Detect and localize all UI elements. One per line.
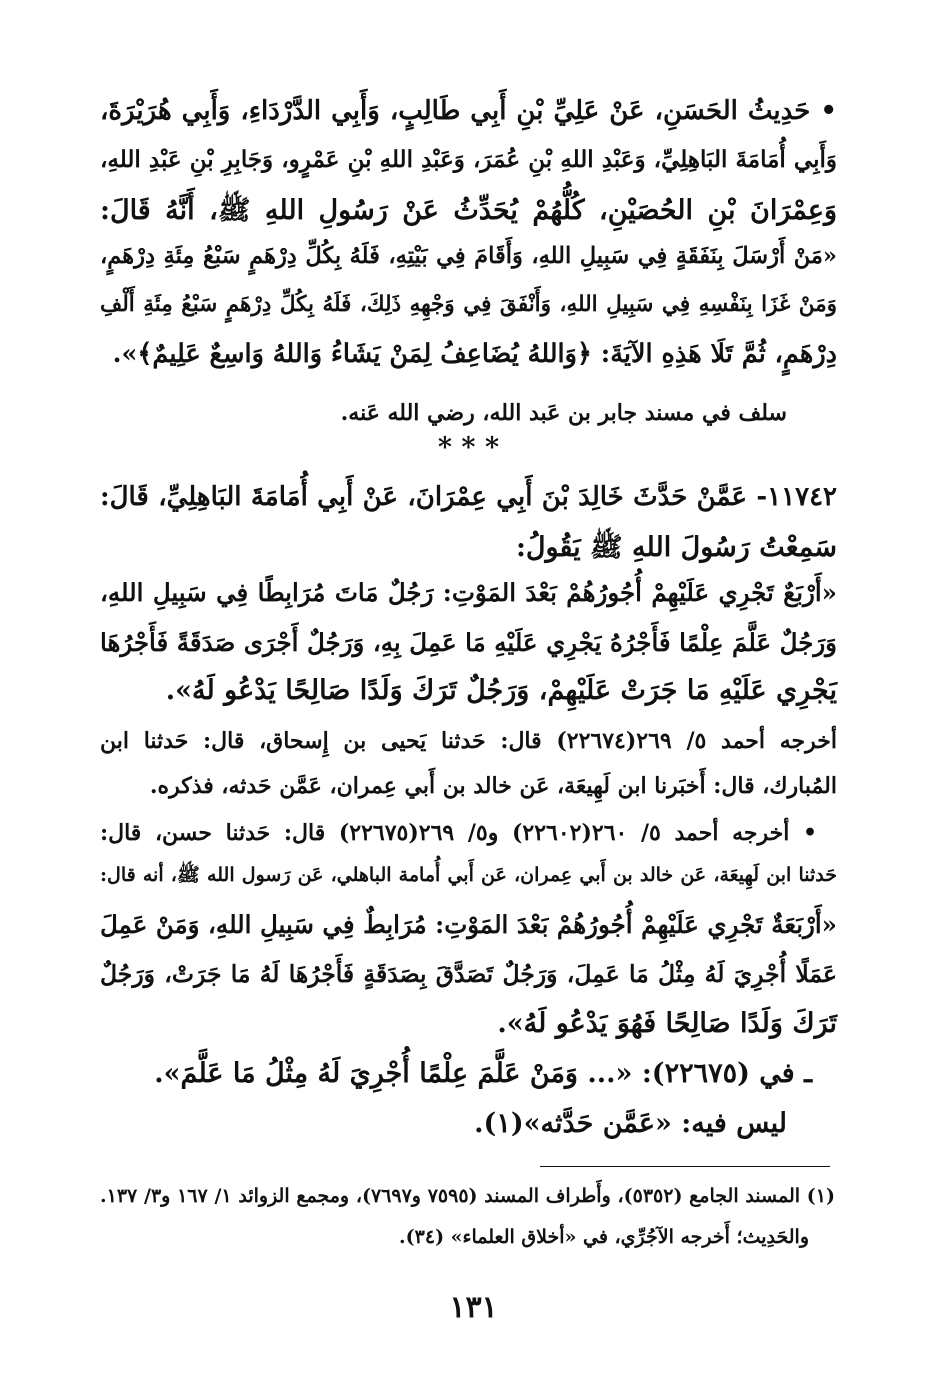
page-number: ١٣١	[449, 1290, 498, 1325]
text-line: «أَرْبَعٌ تَجْرِي عَلَيْهِمْ أُجُورُهُمْ بَعْدَ المَوْتِ: رَجُلٌ مَاتَ مُرَابِطًا فِي سَبِيلِ اللهِ،	[100, 578, 837, 607]
takhrij-line: حَدثنا ابن لَهِيعَة، عَن خالد بن أَبي عِمران، عَن أَبي أُمامة الباهلي، عَن رَسول الله ﷺ، أنه قال:	[100, 864, 837, 886]
text-line: ليس فيه: «عَمَّن حَدَّثه»(١).	[474, 1108, 787, 1139]
section-separator: * * *	[437, 432, 500, 463]
note-line: سلف في مسند جابر بن عَبد الله، رضي الله عَنه.	[340, 400, 787, 426]
text-line: وَعِمْرَانَ بْنِ الحُصَيْنِ، كُلُّهُمْ يُحَدِّثُ عَنْ رَسُولِ اللهِ ﷺ، أَنَّهُ قَالَ:	[100, 195, 837, 226]
text-line: • حَدِيثُ الحَسَنِ، عَنْ عَلِيِّ بْنِ أَبِي طَالِبٍ، وَأَبِي الدَّرْدَاءِ، وَأَبِي هُرَيْرَةَ،	[100, 96, 837, 126]
text-line: «أَرْبَعَةٌ تَجْرِي عَلَيْهِمْ أُجُورُهُمْ بَعْدَ المَوْتِ: مُرَابِطٌ فِي سَبِيلِ اللهِ، وَمَنْ عَمِلَ	[100, 910, 837, 939]
footnote-rule	[540, 1166, 830, 1167]
text-line: ـ في (٢٢٦٧٥): «... وَمَنْ عَلَّمَ عِلْمًا أُجْرِيَ لَهُ مِثْلُ مَا عَلَّمَ».	[154, 1058, 812, 1089]
text-line: دِرْهَمٍ، ثُمَّ تَلَا هَذِهِ الآيَةَ: ﴿وَاللهُ يُضَاعِفُ لِمَنْ يَشَاءُ وَاللهُ وَاسِعٌ عَلِيمٌ﴾».	[112, 339, 837, 369]
footnote-line: والحَدِيث؛ أَخرجه الآجُرِّي، في «أخلاق العلماء» (٣٤).	[399, 1226, 809, 1248]
hadith-heading: ١١٧٤٢- عَمَّنْ حَدَّثَ خَالِدَ بْنَ أَبِي عِمْرَانَ، عَنْ أَبِي أُمَامَةَ البَاهِلِيِّ، قَالَ:	[100, 482, 837, 512]
text-line: وَرَجُلٌ عَلَّمَ عِلْمًا فَأَجْرُهُ يَجْرِي عَلَيْهِ مَا عَمِلَ بِهِ، وَرَجُلٌ أَجْرَى صَدَقَةً فَأَجْرُهَا	[100, 628, 837, 657]
text-line: «مَنْ أَرْسَلَ بِنَفَقَةٍ فِي سَبِيلِ اللهِ، وَأَقَامَ فِي بَيْتِهِ، فَلَهُ بِكُلِّ دِرْهَمٍ سَبْعُ مِئَةِ دِرْهَمٍ،	[100, 243, 837, 269]
text-line: وَمَنْ غَزَا بِنَفْسِهِ فِي سَبِيلِ اللهِ، وَأَنْفَقَ فِي وَجْهِهِ ذَلِكَ، فَلَهُ بِكُلِّ دِرْهَمٍ سَبْعُ مِئَةِ أَلْفِ	[100, 292, 837, 317]
footnote-line: (١) المسند الجامع (٥٣٥٢)، وأَطراف المسند (٧٥٩٥ و٧٦٩٧)، ومجمع الزوائد ١/ ١٦٧ و٣/ ١٣٧.	[100, 1185, 835, 1207]
takhrij-line: أخرجه أحمد ٥/ ٢٦٩(٢٢٦٧٤) قال: حَدثنا يَحيى بن إِسحاق، قال: حَدثنا ابن	[100, 728, 837, 754]
text-line: يَجْرِي عَلَيْهِ مَا جَرَتْ عَلَيْهِمْ، وَرَجُلٌ تَرَكَ وَلَدًا صَالِحًا يَدْعُو لَهُ».	[165, 675, 837, 706]
takhrij-line: • أخرجه أحمد ٥/ ٢٦٠(٢٢٦٠٢) و٥/ ٢٦٩(٢٢٦٧٥) قال: حَدثنا حسن، قال:	[100, 820, 818, 846]
text-line: سَمِعْتُ رَسُولَ اللهِ ﷺ يَقُولُ:	[515, 532, 837, 563]
takhrij-line: المُبارك، قال: أَخبَرنا ابن لَهِيعَة، عَن خالد بن أَبي عِمران، عَمَّن حَدثه، فذكره.	[149, 773, 837, 799]
text-line: وَأَبِي أُمَامَةَ البَاهِلِيِّ، وَعَبْدِ اللهِ بْنِ عُمَرَ، وَعَبْدِ اللهِ بْنِ عَمْرٍو، وَجَابِرِ بْنِ عَبْدِ اللهِ،	[100, 146, 837, 173]
text-line: عَمَلًا أُجْرِيَ لَهُ مِثْلُ مَا عَمِلَ، وَرَجُلٌ تَصَدَّقَ بِصَدَقَةٍ فَأَجْرُهَا لَهُ مَا جَرَتْ، وَرَجُلٌ	[100, 960, 837, 988]
text-line: تَرَكَ وَلَدًا صَالِحًا فَهُوَ يَدْعُو لَهُ».	[497, 1008, 837, 1039]
